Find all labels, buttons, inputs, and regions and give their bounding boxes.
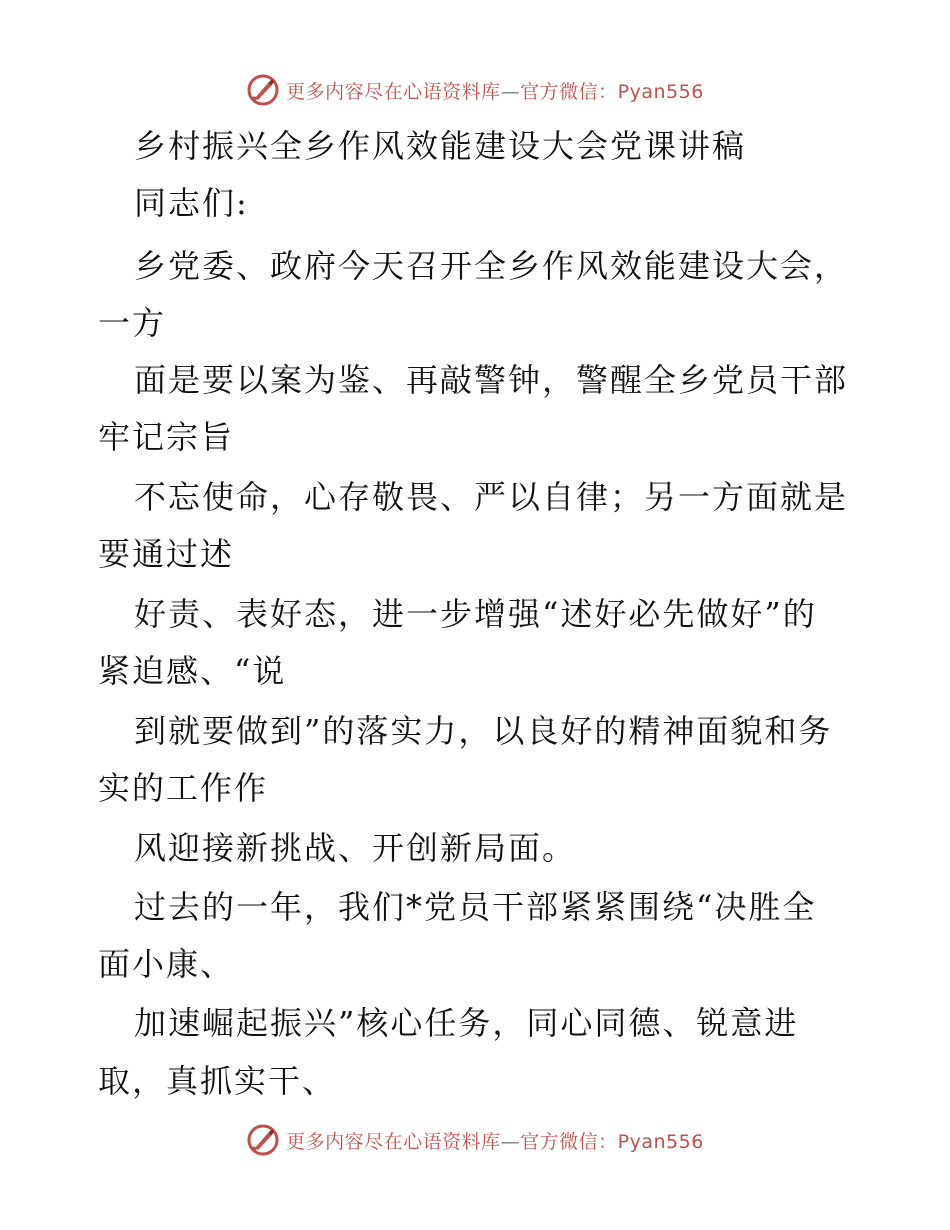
footer-watermark <box>0 1120 950 1160</box>
paragraph-line: 到就要做到”的落实力，以良好的精神面貌和务 <box>134 712 833 750</box>
watermark-text: 更多内容尽在心语资料库—官方微信：Pyan556 <box>286 1130 704 1153</box>
salutation: 同志们: <box>134 184 249 222</box>
paragraph-line: 牢记宗旨 <box>98 418 235 456</box>
pen-seal-icon <box>246 1123 280 1157</box>
paragraph-line: 风迎接新挑战、开创新局面。 <box>134 829 577 867</box>
watermark-text: 更多内容尽在心语资料库—官方微信：Pyan556 <box>286 80 704 103</box>
paragraph-line: 紧迫感、“说 <box>98 652 287 690</box>
paragraph-line: 加速崛起振兴”核心任务，同心同德、锐意进 <box>134 1004 799 1042</box>
paragraph-line: 一方 <box>98 304 167 342</box>
paragraph-line: 面是要以案为鉴、再敲警钟，警醒全乡党员干部 <box>134 361 849 399</box>
paragraph-line: 乡党委、政府今天召开全乡作风效能建设大会， <box>134 247 849 285</box>
paragraph-line: 取，真抓实干、 <box>98 1062 337 1100</box>
paragraph-line: 实的工作作 <box>98 769 269 807</box>
paragraph-line: 好责、表好态，进一步增强“述好必先做好”的 <box>134 595 817 633</box>
paragraph-line: 不忘使命，心存敬畏、严以自律；另一方面就是 <box>134 478 849 516</box>
paragraph-line: 要通过述 <box>98 535 235 573</box>
paragraph-line: 面小康、 <box>98 945 235 983</box>
document-title: 乡村振兴全乡作风效能建设大会党课讲稿 <box>134 127 747 165</box>
paragraph-line: 过去的一年，我们*党员干部紧紧围绕“决胜全 <box>134 888 817 926</box>
